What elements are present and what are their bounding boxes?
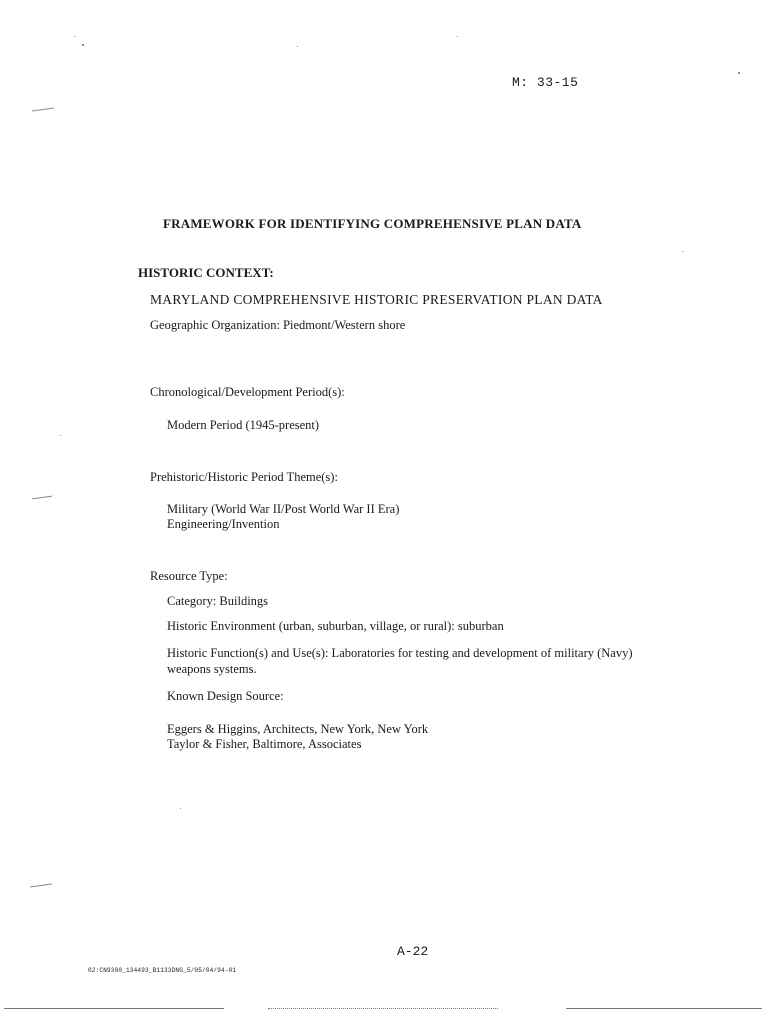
resource-category: Category: Buildings [167,594,269,608]
scan-speck [297,46,298,47]
scan-speck [60,435,61,436]
chronological-period-value: Modern Period (1945-present) [167,418,320,432]
design-source-item: Eggers & Higgins, Architects, New York, New York [167,722,429,736]
design-source-item: Taylor & Fisher, Baltimore, Associates [167,737,362,751]
file-code: 02:CN9300_134493_B1133DNG_5/05/04/94-01 [88,967,237,974]
plan-heading: MARYLAND COMPREHENSIVE HISTORIC PRESERVATION PLAN DATA [150,292,603,307]
page-number: A-22 [397,944,429,959]
design-source-label: Known Design Source: [167,689,284,703]
document-reference-number: M: 33-15 [512,75,579,90]
scan-speck [180,808,181,809]
period-theme-item: Military (World War II/Post World War II Era) [167,502,400,516]
scan-speck [74,36,75,37]
scan-mark [32,107,54,111]
historic-environment: Historic Environment (urban, suburban, village, or rural): suburban [167,619,504,633]
scan-edge-line [4,1008,224,1009]
period-theme-item: Engineering/Invention [167,517,280,531]
scan-mark [32,496,52,500]
scan-speck [682,251,683,252]
geographic-organization: Geographic Organization: Piedmont/Western shore [150,318,406,332]
scan-edge-line [566,1008,762,1009]
resource-type-label: Resource Type: [150,569,228,583]
period-theme-label: Prehistoric/Historic Period Theme(s): [150,470,338,484]
document-title: FRAMEWORK FOR IDENTIFYING COMPREHENSIVE PLAN DATA [163,216,582,231]
chronological-period-label: Chronological/Development Period(s): [150,385,345,399]
scan-mark [30,883,52,887]
historic-function: Historic Function(s) and Use(s): Laboratories for testing and development of military (Navy) weapons systems. [167,646,633,676]
scan-speck [738,72,740,74]
period-theme-list [167,502,399,532]
historic-context-label: HISTORIC CONTEXT: [138,265,274,280]
scan-speck [82,44,84,46]
design-source-list [167,722,428,752]
scan-edge-line [268,1008,498,1009]
scan-speck [457,36,458,37]
